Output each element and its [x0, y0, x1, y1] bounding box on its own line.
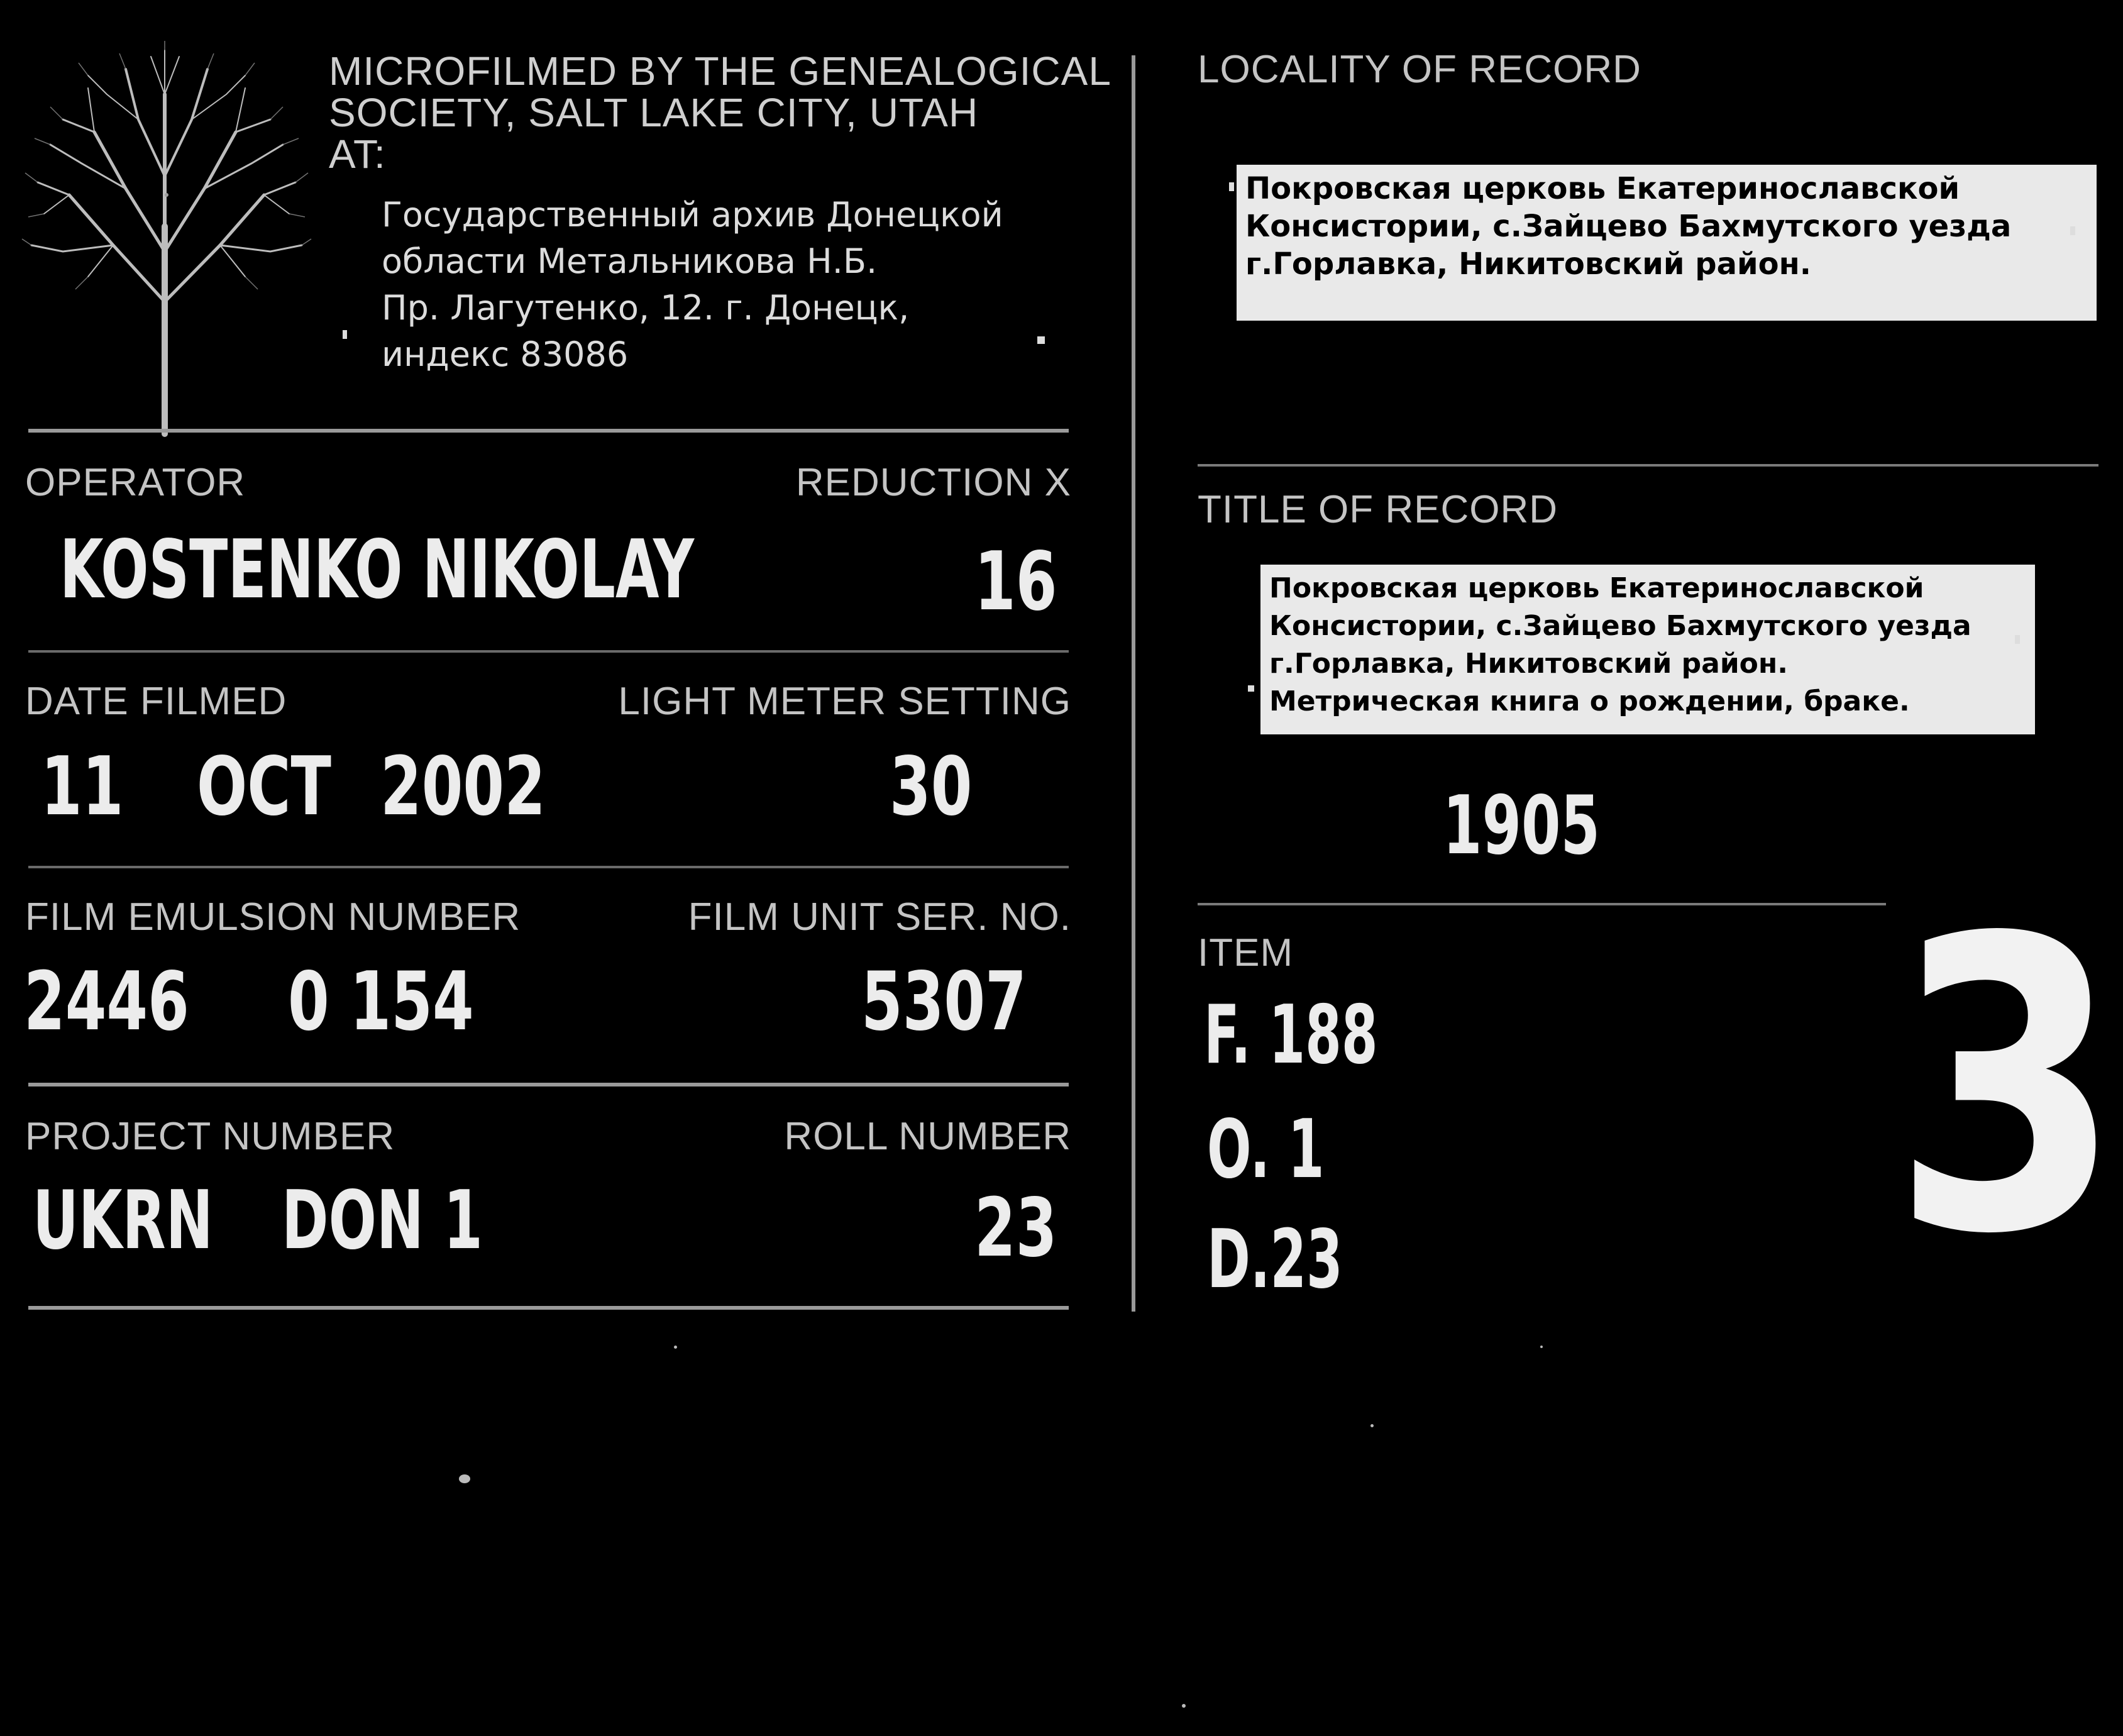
divider: [28, 1306, 1069, 1310]
project-label: PROJECT NUMBER: [25, 1115, 395, 1158]
divider: [28, 650, 1069, 653]
date-month: OCT: [197, 740, 331, 834]
title-line-3: г.Горлавка, Никитовский район.: [1269, 648, 1789, 680]
header-line-1: MICROFILMED BY THE GENEALOGICAL: [329, 48, 1111, 94]
title-line-1: Покровская церковь Екатеринославской: [1269, 572, 1924, 604]
item-fond: F. 188: [1204, 988, 1378, 1082]
divider: [1198, 903, 1886, 905]
reduction-value: 16: [974, 535, 1057, 629]
divider: [1198, 464, 2098, 467]
locality-line-3: г.Горлавка, Никитовский район.: [1245, 246, 1812, 282]
mark: [1248, 685, 1254, 692]
mark: [1229, 182, 1234, 191]
locality-label: LOCALITY OF RECORD: [1198, 48, 1641, 91]
title-line-2: Консистории, с.Зайцево Бахмутского уезда: [1269, 610, 1971, 642]
item-label: ITEM: [1198, 931, 1294, 975]
reduction-label: REDUCTION X: [795, 461, 1071, 504]
roll-label: ROLL NUMBER: [784, 1115, 1071, 1158]
mark: [1037, 336, 1045, 344]
record-year: 1905: [1443, 779, 1600, 873]
column-separator: [1132, 55, 1135, 1312]
archive-address-line-1: Государственный архив Донецкой: [382, 195, 1003, 235]
archive-address-line-3: Пр. Лагутенко, 12. г. Донецк,: [382, 288, 910, 328]
mark: [2015, 635, 2020, 644]
item-delo: D.23: [1207, 1213, 1343, 1307]
light-meter-label: LIGHT METER SETTING: [618, 680, 1071, 723]
dust-speck: [674, 1346, 677, 1349]
item-opis: O. 1: [1207, 1103, 1325, 1197]
header-line-2: SOCIETY, SALT LAKE CITY, UTAH: [329, 90, 979, 135]
mark: [2070, 226, 2075, 235]
date-year: 2002: [380, 740, 546, 834]
locality-paper-label: [1237, 165, 2097, 321]
dust-speck: [459, 1474, 470, 1483]
film-emulsion-part-2: 0 154: [288, 955, 474, 1049]
film-emulsion-part-1: 2446: [24, 955, 189, 1049]
title-line-4: Метрическая книга о рождении, браке.: [1269, 685, 1910, 717]
dust-speck: [1182, 1704, 1186, 1708]
locality-line-1: Покровская церковь Екатеринославской: [1245, 171, 1960, 206]
item-number: 3: [1892, 853, 2122, 1322]
archive-address-line-4: индекс 83086: [382, 334, 629, 374]
date-filmed-label: DATE FILMED: [25, 680, 287, 723]
divider: [28, 429, 1069, 433]
locality-line-2: Консистории, с.Зайцево Бахмутского уезда: [1245, 209, 2012, 244]
dust-speck: [1540, 1346, 1543, 1348]
film-unit-label: FILM UNIT SER. NO.: [688, 895, 1071, 939]
project-part-1: UKRN: [33, 1174, 213, 1268]
divider: [28, 1083, 1069, 1086]
title-paper-label: [1260, 565, 2035, 734]
operator-value: KOSTENKO NIKOLAY: [60, 523, 694, 617]
title-record-label: TITLE OF RECORD: [1198, 488, 1558, 531]
light-meter-value: 30: [890, 740, 973, 834]
dust-speck: [1370, 1424, 1374, 1427]
operator-label: OPERATOR: [25, 461, 246, 504]
date-day: 11: [41, 740, 124, 834]
mark: [343, 330, 347, 339]
roll-value: 23: [974, 1181, 1057, 1275]
film-unit-value: 5307: [861, 955, 1027, 1049]
archive-address-line-2: области Метальникова Н.Б.: [382, 241, 878, 281]
divider: [28, 866, 1069, 868]
film-emulsion-label: FILM EMULSION NUMBER: [25, 895, 521, 939]
header-line-3: AT:: [329, 131, 386, 177]
tree-logo: [19, 38, 314, 440]
project-part-2: DON 1: [282, 1174, 483, 1268]
